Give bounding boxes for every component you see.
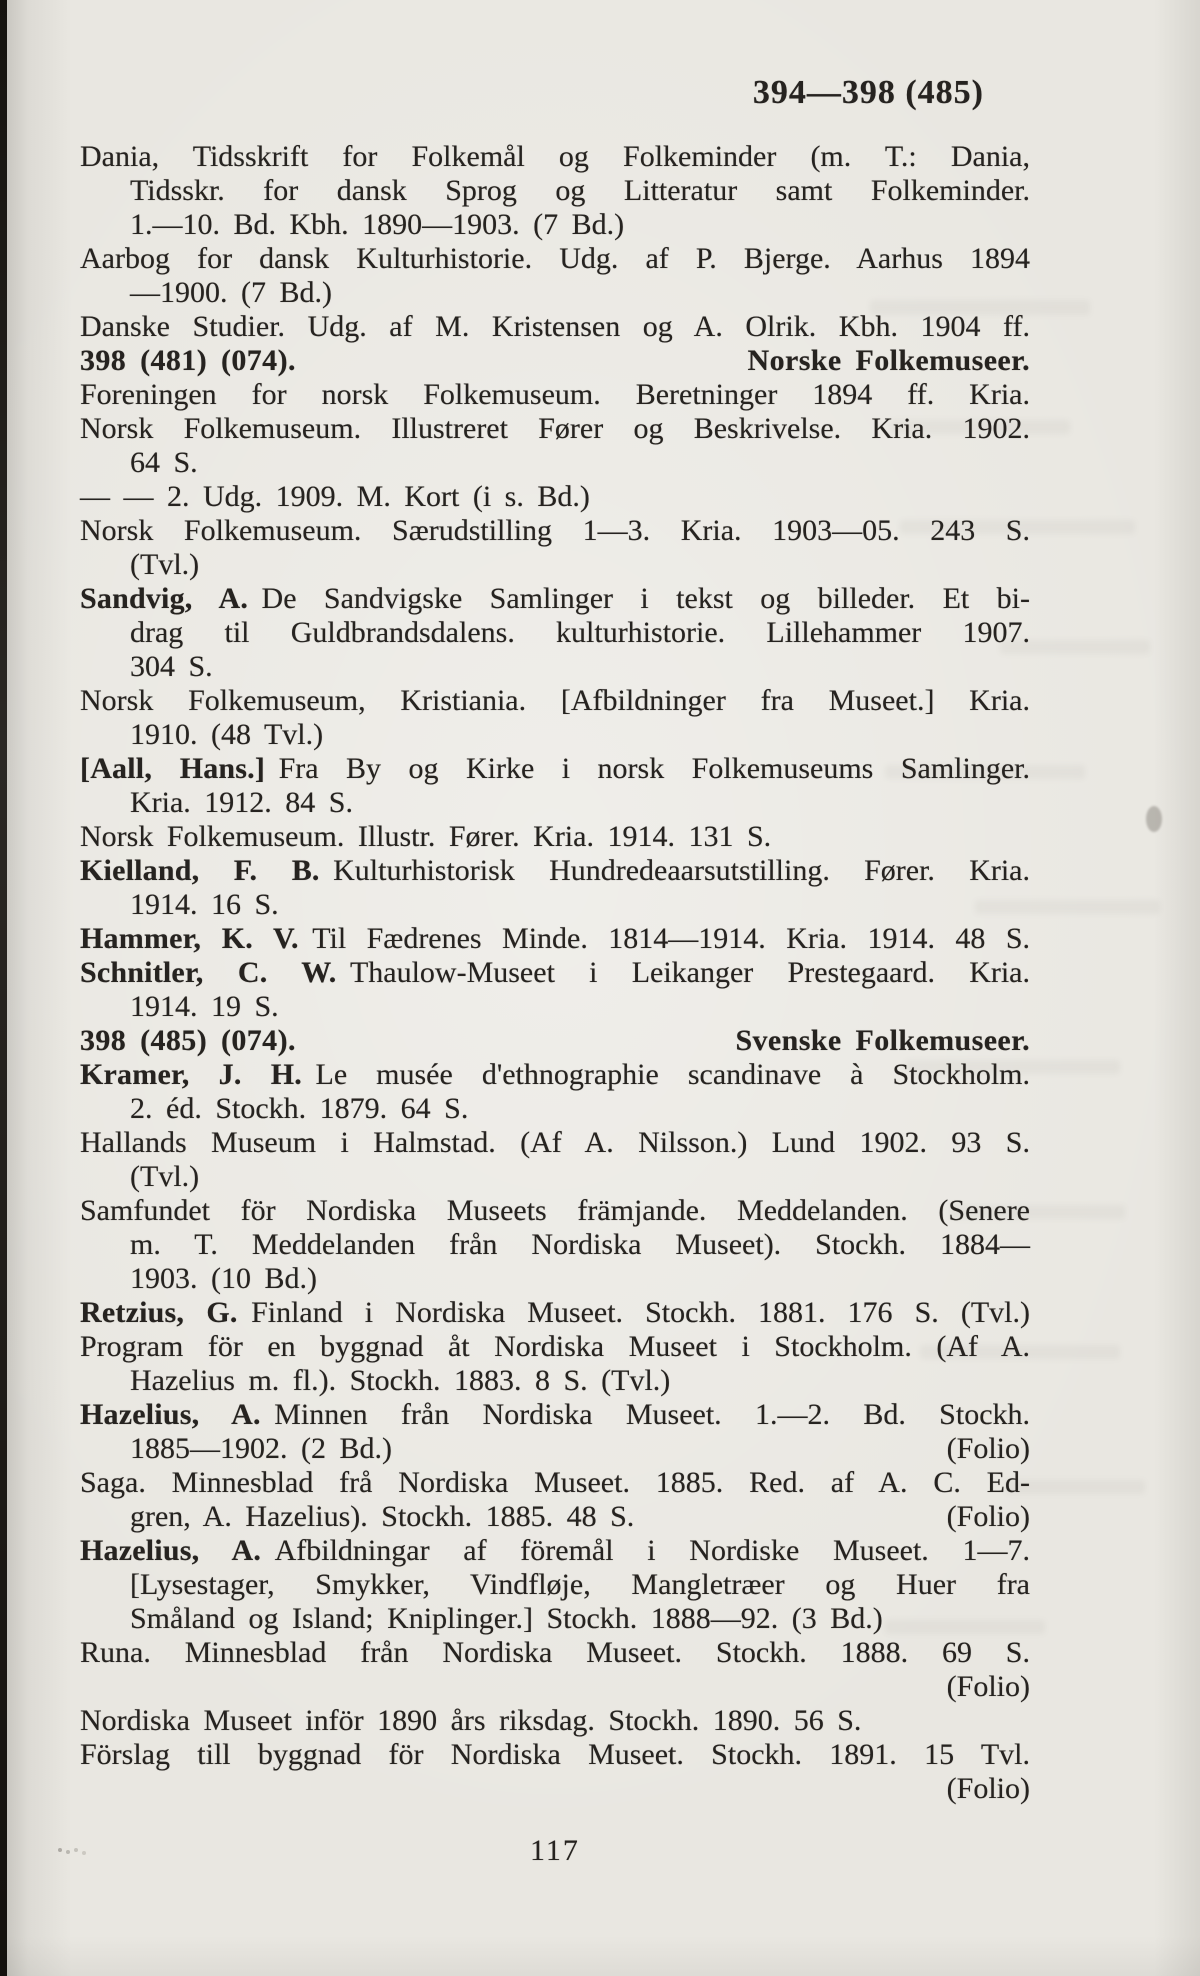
- book-gutter-edge: [0, 0, 7, 1976]
- catalog-line: —1900. (7 Bd.): [130, 276, 332, 309]
- entry-author: Hazelius, A.: [80, 1398, 261, 1431]
- catalog-line: [80, 1772, 1030, 1806]
- catalog-line: 1.—10. Bd. Kbh. 1890—1903. (7 Bd.): [130, 208, 625, 241]
- folio-note: (Folio): [946, 1500, 1030, 1533]
- catalog-line: Norsk Folkemuseum. Særudstilling 1—3. Kria. 1903—05. 243 S.: [80, 514, 1030, 547]
- catalog-line: 1914. 16 S.: [130, 888, 279, 921]
- section-title: Norske Folkemuseer.: [747, 344, 1030, 377]
- page-number: 117: [530, 1834, 580, 1867]
- catalog-line: Program för en byggnad åt Nordiska Museet i Stockholm. (Af A.: [80, 1330, 1030, 1363]
- catalog-line: Kria. 1912. 84 S.: [130, 786, 353, 819]
- entry-author: Sandvig, A.: [80, 582, 249, 615]
- catalog-line: 1903. (10 Bd.): [130, 1262, 317, 1295]
- paper-specks: [58, 1848, 62, 1852]
- catalog-line: 1910. (48 Tvl.): [130, 718, 324, 751]
- section-header: [80, 344, 1030, 378]
- catalog-line: Dania, Tidsskrift for Folkemål og Folkeminder (m. T.: Dania,: [80, 140, 1030, 173]
- catalog-line: 2. éd. Stockh. 1879. 64 S.: [130, 1092, 469, 1125]
- section-code: 398 (481) (074).: [80, 344, 296, 377]
- catalog-line: (Tvl.): [130, 548, 200, 581]
- entry-author: Hazelius, A.: [80, 1534, 262, 1567]
- entry-author: Schnitler, C. W.: [80, 956, 337, 989]
- catalog-line: 1914. 19 S.: [130, 990, 279, 1023]
- catalog-line: Förslag till byggnad för Nordiska Museet. Stockh. 1891. 15 Tvl.: [80, 1738, 1030, 1771]
- folio-note: (Folio): [946, 1772, 1030, 1805]
- catalog-line: (Folio) 1885—1902. (2 Bd.): [130, 1432, 1030, 1465]
- catalog-line: [80, 1670, 1030, 1704]
- catalog-line: Aarbog for dansk Kulturhistorie. Udg. af P. Bjerge. Aarhus 1894: [80, 242, 1030, 275]
- running-head: 394—398 (485): [752, 74, 984, 111]
- catalog-line: Retzius, G. Finland i Nordiska Museet. Stockh. 1881. 176 S. (Tvl.): [80, 1296, 1030, 1329]
- catalog-line: Kramer, J. H. Le musée d'ethnographie scandinave à Stockholm.: [80, 1058, 1030, 1091]
- catalog-line: — — 2. Udg. 1909. M. Kort (i s. Bd.): [80, 480, 590, 513]
- catalog-line: Foreningen for norsk Folkemuseum. Beretninger 1894 ff. Kria.: [80, 378, 1030, 411]
- page-content: [80, 0, 1030, 1868]
- section-code: 398 (485) (074).: [80, 1024, 296, 1057]
- entry-author: Kramer, J. H.: [80, 1058, 302, 1091]
- section-title: Svenske Folkemuseer.: [735, 1024, 1030, 1057]
- catalog-line: Kielland, F. B. Kulturhistorisk Hundredeaarsutstilling. Fører. Kria.: [80, 854, 1030, 887]
- catalog-line: (Folio) gren, A. Hazelius). Stockh. 1885. 48 S.: [130, 1500, 1030, 1533]
- catalog-line: Hammer, K. V. Til Fædrenes Minde. 1814—1914. Kria. 1914. 48 S.: [80, 922, 1030, 955]
- catalog-line: Norsk Folkemuseum. Illustr. Fører. Kria. 1914. 131 S.: [80, 820, 772, 853]
- catalog-line: [Lysestager, Smykker, Vindfløje, Mangletræer og Huer fra: [130, 1568, 1030, 1601]
- catalog-line: Saga. Minnesblad frå Nordiska Museet. 1885. Red. af A. C. Ed-: [80, 1466, 1030, 1499]
- catalog-line: 304 S.: [130, 650, 213, 683]
- catalog-line: drag til Guldbrandsdalens. kulturhistorie. Lillehammer 1907.: [130, 616, 1030, 649]
- catalog-line: Hazelius, A. Afbildningar af föremål i Nordiske Museet. 1—7.: [80, 1534, 1030, 1567]
- catalog-line: 64 S.: [130, 446, 198, 479]
- catalog-line: [Aall, Hans.] Fra By og Kirke i norsk Folkemuseums Samlinger.: [80, 752, 1030, 785]
- catalog-line: Samfundet för Nordiska Museets främjande. Meddelanden. (Senere: [80, 1194, 1030, 1227]
- catalog-line: Tidsskr. for dansk Sprog og Litteratur samt Folkeminder.: [130, 174, 1030, 207]
- entry-author: Kielland, F. B.: [80, 854, 320, 887]
- folio-note: (Folio): [946, 1670, 1030, 1703]
- catalog-line: Småland og Island; Kniplinger.] Stockh. 1888—92. (3 Bd.): [130, 1602, 883, 1635]
- catalog-line: Norsk Folkemuseum. Illustreret Fører og Beskrivelse. Kria. 1902.: [80, 412, 1030, 445]
- section-header: [80, 1024, 1030, 1058]
- catalog-line: Runa. Minnesblad från Nordiska Museet. Stockh. 1888. 69 S.: [80, 1636, 1030, 1669]
- catalog-line: m. T. Meddelanden från Nordiska Museet). Stockh. 1884—: [130, 1228, 1030, 1261]
- catalog-line: Hazelius, A. Minnen från Nordiska Museet. 1.—2. Bd. Stockh.: [80, 1398, 1031, 1431]
- entry-author: Hammer, K. V.: [80, 922, 299, 955]
- catalog-line: Norsk Folkemuseum, Kristiania. [Afbildninger fra Museet.] Kria.: [80, 684, 1030, 717]
- catalog-lines: [80, 140, 1030, 1806]
- catalog-line: Hallands Museum i Halmstad. (Af A. Nilsson.) Lund 1902. 93 S.: [80, 1126, 1030, 1159]
- catalog-line: (Tvl.): [130, 1160, 200, 1193]
- catalog-line: Schnitler, C. W. Thaulow-Museet i Leikanger Prestegaard. Kria.: [80, 956, 1031, 989]
- catalog-line: Danske Studier. Udg. af M. Kristensen og A. Olrik. Kbh. 1904 ff.: [80, 310, 1030, 343]
- folio-note: (Folio): [946, 1432, 1030, 1465]
- catalog-line: Hazelius m. fl.). Stockh. 1883. 8 S. (Tvl.): [130, 1364, 671, 1397]
- entry-author: [Aall, Hans.]: [80, 752, 266, 785]
- scan-edge-mark: [1146, 806, 1162, 832]
- entry-author: Retzius, G.: [80, 1296, 238, 1329]
- catalog-line: Sandvig, A. De Sandvigske Samlinger i tekst og billeder. Et bi-: [80, 582, 1030, 615]
- catalog-line: Nordiska Museet inför 1890 års riksdag. Stockh. 1890. 56 S.: [80, 1704, 862, 1737]
